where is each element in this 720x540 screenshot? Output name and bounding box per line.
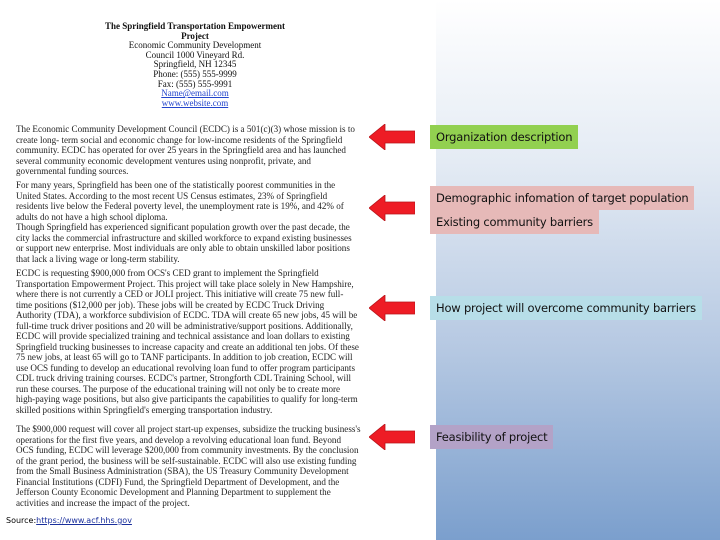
title-line: The Springfield Transportation Empowerment xyxy=(105,21,285,31)
paragraph-demographics xyxy=(16,180,352,264)
text-line: OCS funding, ECDC will leverage $200,000 from community investments. By the conclusion xyxy=(16,445,359,455)
label-overcome-barriers: How project will overcome community barriers xyxy=(430,296,702,320)
text-line: For many years, Springfield has been one of the statistically poorest communities in the xyxy=(16,180,336,190)
document-header xyxy=(95,22,295,108)
arrow-left-icon xyxy=(369,195,415,221)
text-line: Financial Institutions (CDFI) Fund, the Springfield Department of Development, and the xyxy=(16,476,340,487)
label-organization-description: Organization description xyxy=(430,125,578,149)
text-line: from the Small Business Administration (SBA), the US Treasury Community Development xyxy=(16,466,349,476)
text-line: use OCS funding to develop an educational revolving loan fund to offer program participants xyxy=(16,362,355,373)
arrow-left-icon xyxy=(369,295,415,321)
text-line: run these courses. The purpose of the educational training will not only be to create more xyxy=(16,383,341,394)
source-label: Source: xyxy=(6,516,37,525)
arrow-left-icon xyxy=(369,424,415,450)
text-line: ECDC will provide specialized training and technical assistance and loan dollars to existing xyxy=(16,331,350,341)
text-line: full-time truck driver positions and 20 will be administrative/support positions. Additionally, xyxy=(16,320,353,331)
title-line: Project xyxy=(181,30,209,41)
text-line: where there is not currently a CED or JOLI project. This initiative will create 75 new full- xyxy=(16,289,344,299)
text-line: that lack a living wage or long-term stability. xyxy=(16,253,180,264)
address-line: Springfield, NH 12345 xyxy=(153,59,237,70)
text-line: The Economic Community Development Council (ECDC) is a 501(c)(3) whose mission is to xyxy=(16,124,355,134)
text-line: United States. According to the most recent US Census estimates, 23% of Springfield xyxy=(16,190,328,201)
text-line: Springfield trucking businesses to increase capacity and create an additional ten jobs. Of these xyxy=(16,341,359,352)
text-line: city lacks the commercial infrastructure and skilled workforce to expand existing businesses xyxy=(16,232,352,243)
text-line: CDL truck driving training courses. ECDC's partner, Strongforth CDL Training School, will xyxy=(16,373,352,383)
text-line: The $900,000 request will cover all project start-up expenses, subsidize the trucking business's xyxy=(16,424,361,434)
text-line: residents live below the Federal poverty level, the unemployment rate is 19%, and 42% of xyxy=(16,201,344,211)
email-link[interactable]: Name@email.com xyxy=(161,88,229,99)
text-line: ECDC is requesting $900,000 from OCS's CED grant to implement the Springfield xyxy=(16,268,319,278)
fax: Fax: (555) 555-9991 xyxy=(157,78,233,89)
text-line: activities and increase the impact of the project. xyxy=(16,497,190,508)
text-line: high-paying wage positions, but also give participants the capabilities to qualify for long-term xyxy=(16,394,358,404)
arrow-left-icon xyxy=(369,124,415,150)
text-line: of the grant period, the business will be self-sustainable. ECDC will also use existing funding xyxy=(16,455,357,466)
text-line: governmental funding sources. xyxy=(16,166,129,176)
text-line: Though Springfield has experienced significant population growth over the past decade, the xyxy=(16,222,350,232)
text-line: Transportation Empowerment Project. This project will take place solely in New Hampshire, xyxy=(16,278,354,289)
text-line: skilled positions within Springfield's emerging transportation industry. xyxy=(16,404,273,415)
background-panel xyxy=(436,0,720,540)
website-link[interactable]: www.website.com xyxy=(161,97,229,108)
label-demographic-information: Demographic infomation of target population xyxy=(430,186,694,210)
text-line: community. ECDC has operated for over 25 years in the Springfield area and has launched xyxy=(16,145,346,155)
paragraph-project xyxy=(16,268,359,415)
text-line: operations for the first five years, and develop a revolving educational loan fund. Beyond xyxy=(16,434,341,445)
label-feasibility: Feasibility of project xyxy=(430,425,553,449)
text-line: time positions ($12,000 per job). These jobs will be created by ECDC Truck Driving xyxy=(16,299,325,310)
text-line: Jefferson County Economic Development and Planning Department to supplement the xyxy=(16,487,331,497)
phone: Phone: (555) 555-9999 xyxy=(153,68,237,79)
label-existing-barriers: Existing community barriers xyxy=(430,210,599,234)
text-line: Authority (TDA), a workforce subdivision of ECDC. TDA will create 65 new jobs, 45 will be xyxy=(16,310,358,320)
paragraph-feasibility xyxy=(16,424,361,508)
paragraph-organization xyxy=(16,124,355,177)
text-line: 75 new jobs, at least 65 will go to TANF participants. In addition to job creation, ECDC will xyxy=(16,352,353,362)
source-line xyxy=(6,516,132,525)
text-line: several community economic development ventures using nonprofit, private, and xyxy=(16,155,311,166)
text-line: adults do not have a high school diploma. xyxy=(16,211,168,222)
text-line: create long- term social and economic change for low-income residents of the Springfield xyxy=(16,134,343,145)
address-line: Council 1000 Vineyard Rd. xyxy=(145,49,245,60)
address-line: Economic Community Development xyxy=(128,40,262,51)
text-line: or support new enterprise. Most individuals are only able to obtain unskilled labor positions xyxy=(16,243,350,253)
source-link[interactable]: https://www.acf.hhs.gov xyxy=(36,516,132,525)
